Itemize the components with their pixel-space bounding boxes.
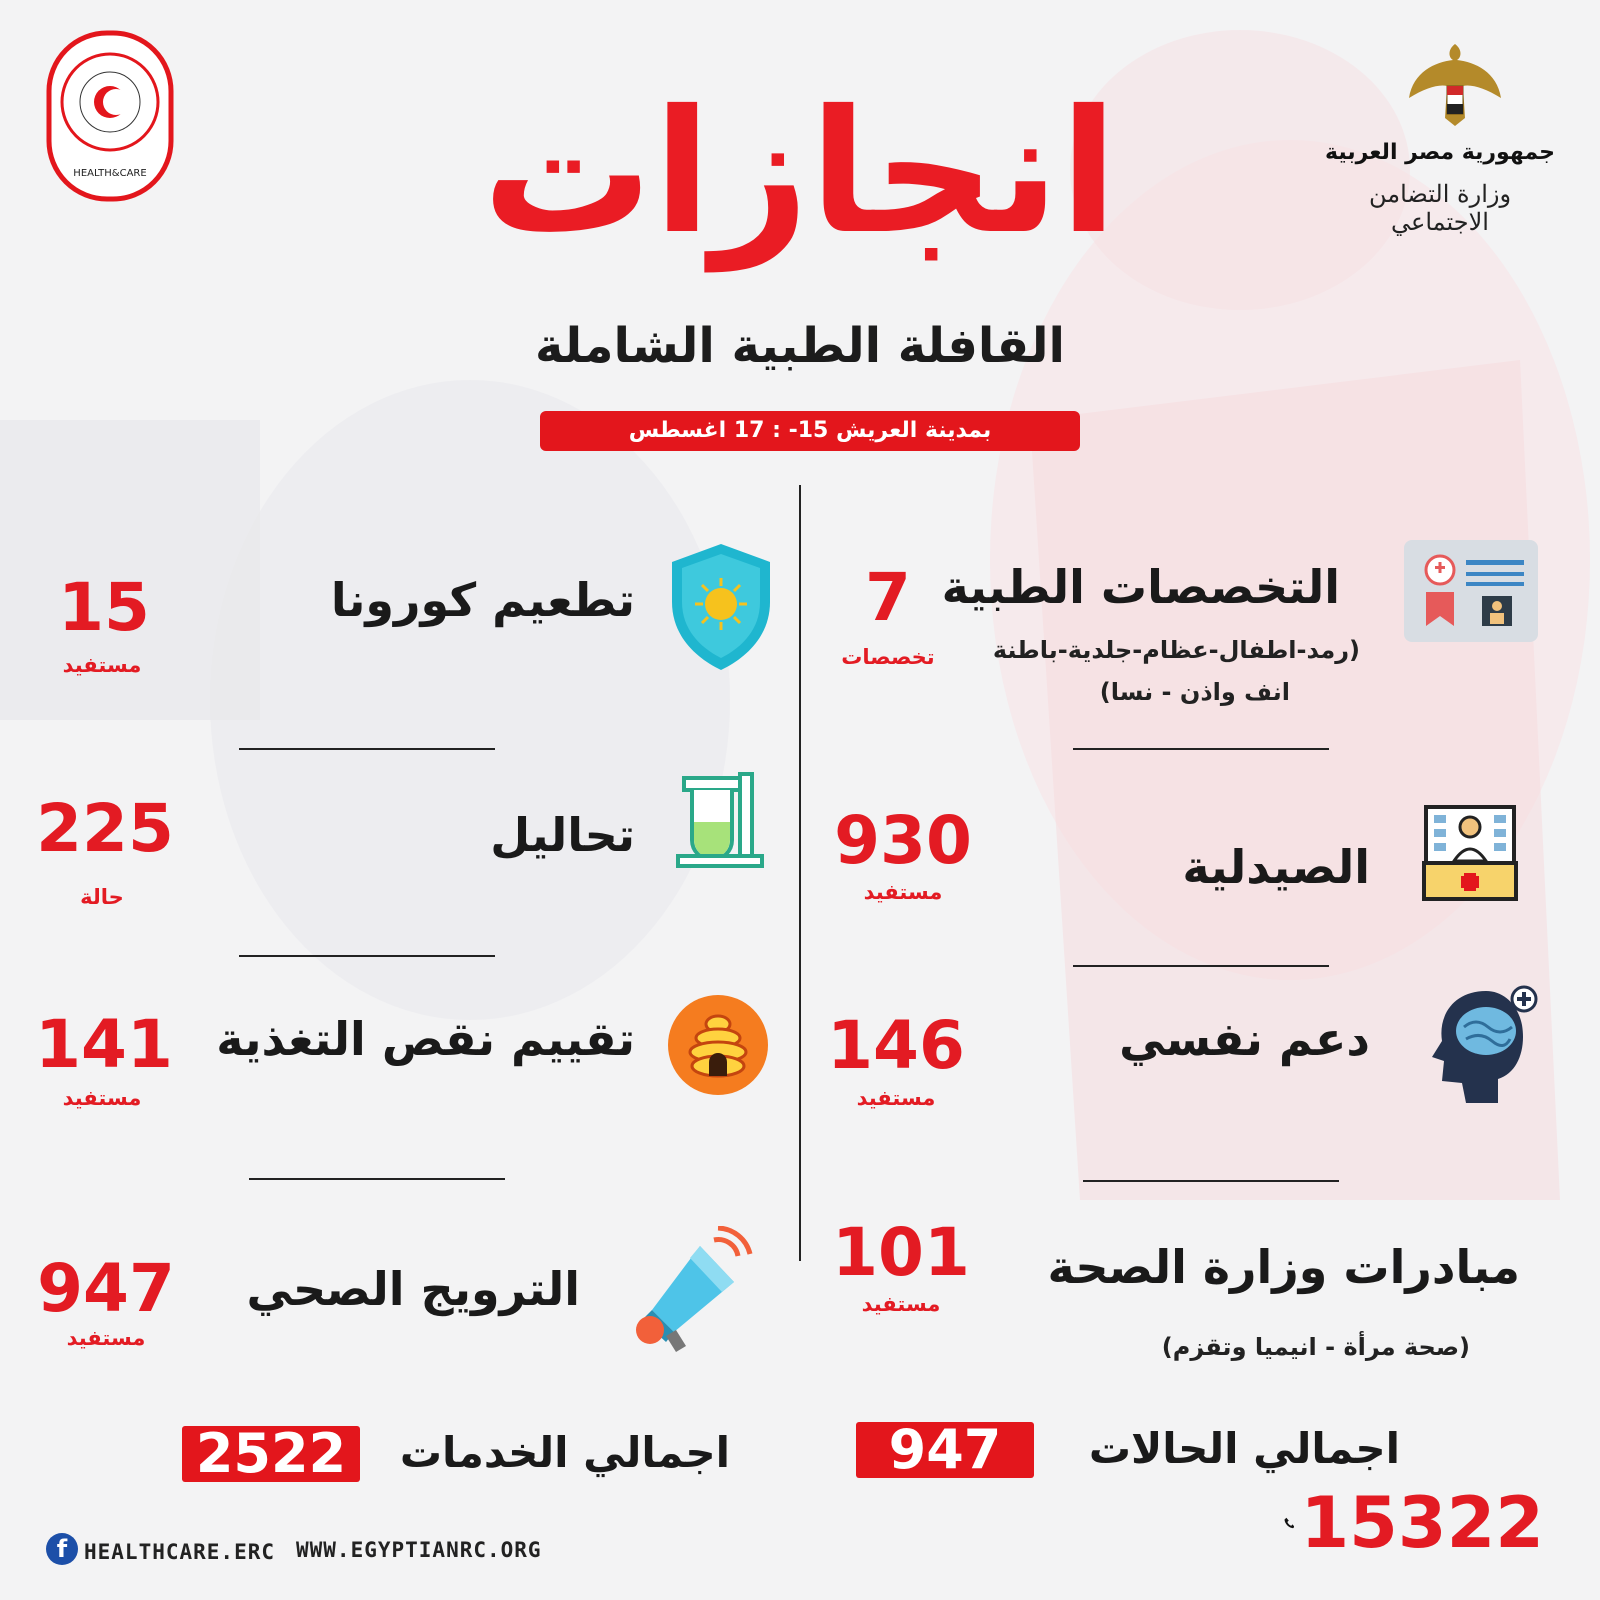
separator (239, 748, 495, 750)
health-promotion-unit: مستفيد (66, 1326, 146, 1350)
specialties-unit: تخصصات (841, 645, 935, 669)
mental-health-icon (1426, 983, 1538, 1107)
lab-tests-value: 225 (36, 790, 174, 867)
separator (1073, 748, 1329, 750)
separator (249, 1178, 505, 1180)
ministry-name: وزارة التضامن الاجتماعي (1368, 180, 1512, 236)
total-cases-value: 947 (856, 1422, 1034, 1478)
svg-text:HEALTH&CARE: HEALTH&CARE (73, 168, 147, 179)
pharmacy-unit: مستفيد (863, 880, 943, 904)
hotline-number: 15322 (1300, 1482, 1544, 1564)
phone-icon (1284, 1499, 1294, 1547)
date-location-banner: بمدينة العريش 15- : 17 اغسطس (540, 411, 1080, 451)
health-promotion-value: 947 (37, 1250, 175, 1327)
pharmacy-value: 930 (834, 802, 972, 879)
egypt-eagle-emblem (1405, 38, 1505, 130)
facebook-icon: f (46, 1533, 78, 1565)
health-ministry-initiatives-value: 101 (832, 1214, 970, 1291)
pharmacy-icon (1420, 803, 1520, 903)
ministry-country-name: جمهورية مصر العربية (1325, 140, 1555, 165)
total-cases-label: اجمالي الحالات (1088, 1424, 1400, 1473)
page-title: انجازات (482, 74, 1118, 272)
corona-vaccination-label: تطعيم كورونا (330, 573, 635, 627)
health-ministry-initiatives-note: (صحة مرأة - انيميا وتقزم) (1161, 1333, 1470, 1361)
test-tube-icon (676, 770, 764, 870)
health-ministry-initiatives-label: مبادرات وزارة الصحة (1047, 1240, 1520, 1294)
specialties-value: 7 (865, 559, 911, 636)
corona-vaccination-unit: مستفيد (62, 653, 142, 677)
separator (239, 955, 495, 957)
beehive-icon (667, 994, 769, 1096)
specialties-list-line1: (رمد-اطفال-عظام-جلدية-باطنة (992, 636, 1360, 664)
total-services-value: 2522 (182, 1426, 360, 1482)
specialties-list-line2: انف واذن - نسا) (1099, 678, 1290, 706)
malnutrition-assessment-label: تقييم نقص التغذية (216, 1012, 635, 1066)
separator (1073, 965, 1329, 967)
psychological-support-unit: مستفيد (856, 1086, 936, 1110)
medical-specialties-icon (1404, 540, 1538, 642)
virus-shield-icon (666, 540, 776, 674)
corona-vaccination-value: 15 (58, 569, 150, 646)
malnutrition-assessment-unit: مستفيد (62, 1086, 142, 1110)
psychological-support-value: 146 (827, 1007, 965, 1084)
website-link[interactable]: WWW.EGYPTIANRC.ORG (296, 1538, 542, 1562)
column-divider (799, 485, 801, 1261)
health-ministry-initiatives-unit: مستفيد (861, 1292, 941, 1316)
pharmacy-label: الصيدلية (1182, 840, 1370, 894)
malnutrition-assessment-value: 141 (35, 1006, 173, 1083)
megaphone-icon (630, 1226, 754, 1356)
psychological-support-label: دعم نفسي (1119, 1012, 1370, 1066)
page-subtitle: القافلة الطبية الشاملة (535, 318, 1065, 374)
specialties-label: التخصصات الطبية (941, 560, 1340, 614)
lab-tests-label: تحاليل (490, 808, 635, 862)
hotline[interactable] (1284, 1482, 1544, 1564)
total-services-label: اجمالي الخدمات (399, 1428, 730, 1477)
health-promotion-label: الترويج الصحي (246, 1262, 580, 1316)
separator (1083, 1180, 1339, 1182)
lab-tests-unit: حالة (80, 885, 124, 909)
facebook-handle[interactable]: HEALTHCARE.ERC (84, 1540, 276, 1564)
egyptian-red-crescent-logo (46, 30, 174, 202)
